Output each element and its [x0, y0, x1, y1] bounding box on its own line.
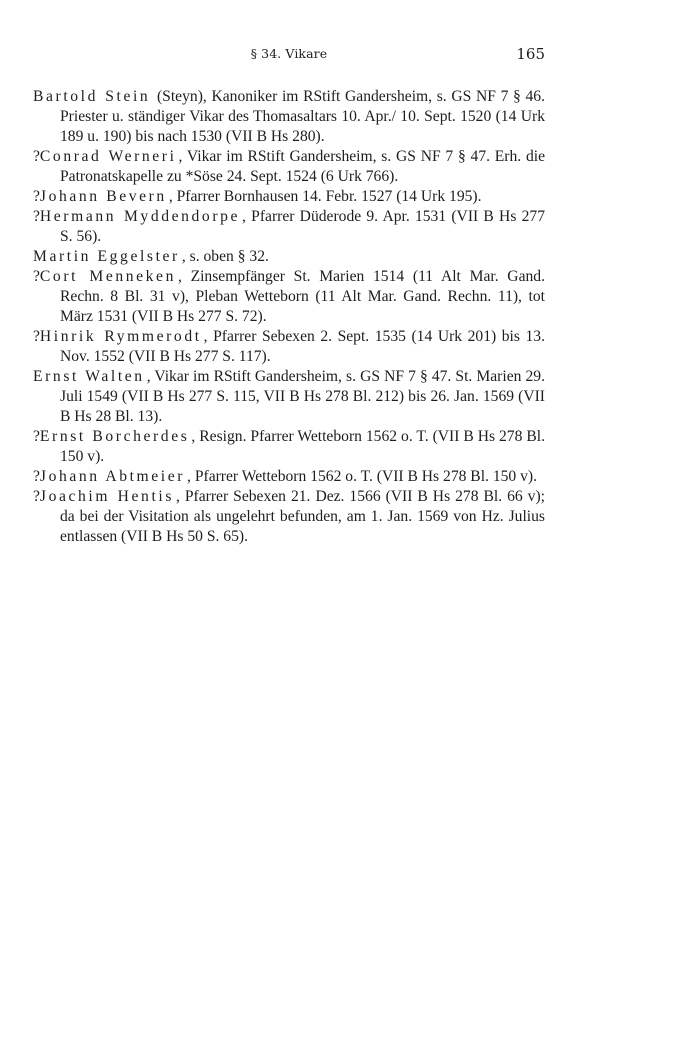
entry-ernst-walten: [33, 367, 545, 427]
entry-text: , Zinsempfänger St. Marien 1514 (11 Alt Mar. Gand. Rechn. 8 Bl. 31 v), Pleban Wetteborn (11 Alt Mar. Gand. Rechn. 11), tot März 1531 (VII B Hs 277 S. 72).: [60, 268, 545, 325]
uncertain-marker: ?: [33, 468, 40, 485]
entry-text: , Pfarrer Düderode 9. Apr. 1531 (VII B Hs 277 S. 56).: [60, 208, 545, 245]
entry-cort-menneken: [33, 267, 545, 327]
entry-hinrik-rymmerodt: [33, 327, 545, 367]
entry-text: , Pfarrer Bornhausen 14. Febr. 1527 (14 Urk 195).: [168, 188, 482, 205]
person-name: Joachim Hentis: [39, 488, 174, 505]
uncertain-marker: ?: [33, 428, 40, 445]
entry-text: , Vikar im RStift Gandersheim, s. GS NF 7 § 47. Erh. die Patronatskapelle zu *Söse 24. Sept. 1524 (6 Urk 766).: [60, 148, 546, 185]
person-name: Hermann Myddendorpe: [39, 208, 241, 225]
uncertain-marker: ?: [33, 328, 40, 345]
entry-johann-abtmeier: [33, 467, 545, 487]
entry-johann-bevern: [33, 187, 545, 207]
uncertain-marker: ?: [33, 268, 40, 285]
section-title: § 34. Vikare: [250, 46, 328, 61]
uncertain-marker: ?: [33, 148, 40, 165]
person-name: Ernst Borcherdes: [39, 428, 190, 445]
uncertain-marker: ?: [33, 208, 40, 225]
entry-text: , Resign. Pfarrer Wetteborn 1562 o. T. (VII B Hs 278 Bl. 150 v).: [60, 428, 545, 465]
person-name: Hinrik Rymmerodt: [39, 328, 202, 345]
entry-text: , s. oben § 32.: [181, 248, 269, 265]
person-name: Martin Eggelster: [33, 248, 180, 265]
entry-text: , Pfarrer Sebexen 21. Dez. 1566 (VII B Hs 278 Bl. 66 v); da bei der Visitation als ungelehrt befunden, am 1. Jan. 1569 von Hz. Julius entlassen (VII B Hs 50 S. 65).: [60, 488, 546, 545]
entry-text: , Pfarrer Wetteborn 1562 o. T. (VII B Hs 278 Bl. 150 v).: [187, 468, 538, 485]
person-name: Bartold Stein: [33, 88, 151, 105]
entry-joachim-hentis: [33, 487, 545, 547]
entry-conrad-werneri: [33, 147, 545, 187]
entry-text: , Vikar im RStift Gandersheim, s. GS NF 7 § 47. St. Marien 29. Juli 1549 (VII B Hs 277 S. 115, VII B Hs 278 Bl. 212) bis 26. Jan. 1569 (VII B Hs 28 Bl. 13).: [60, 368, 545, 425]
entry-martin-eggelster: [33, 247, 545, 267]
person-name: Cort Menneken: [39, 268, 176, 285]
page-number: 165: [516, 45, 545, 63]
person-name: Johann Abtmeier: [39, 468, 186, 485]
person-name: Johann Bevern: [39, 188, 167, 205]
uncertain-marker: ?: [33, 488, 40, 505]
entry-text: , Pfarrer Sebexen 2. Sept. 1535 (14 Urk 201) bis 13. Nov. 1552 (VII B Hs 277 S. 117).: [60, 328, 546, 365]
entry-text: (Steyn), Kanoniker im RStift Gandersheim, s. GS NF 7 § 46. Priester u. ständiger Vikar des Thomasaltars 10. Apr./ 10. Sept. 1520 (14 Urk 189 u. 190) bis nach 1530 (VII B Hs 280).: [60, 88, 545, 145]
entry-list: [33, 87, 545, 547]
entry-bartold-stein: [33, 87, 545, 147]
entry-ernst-borcherdes: [33, 427, 545, 467]
person-name: Ernst Walten: [33, 368, 145, 385]
person-name: Conrad Werneri: [39, 148, 177, 165]
entry-hermann-myddendorpe: [33, 207, 545, 247]
uncertain-marker: ?: [33, 188, 40, 205]
running-head: [33, 44, 545, 64]
